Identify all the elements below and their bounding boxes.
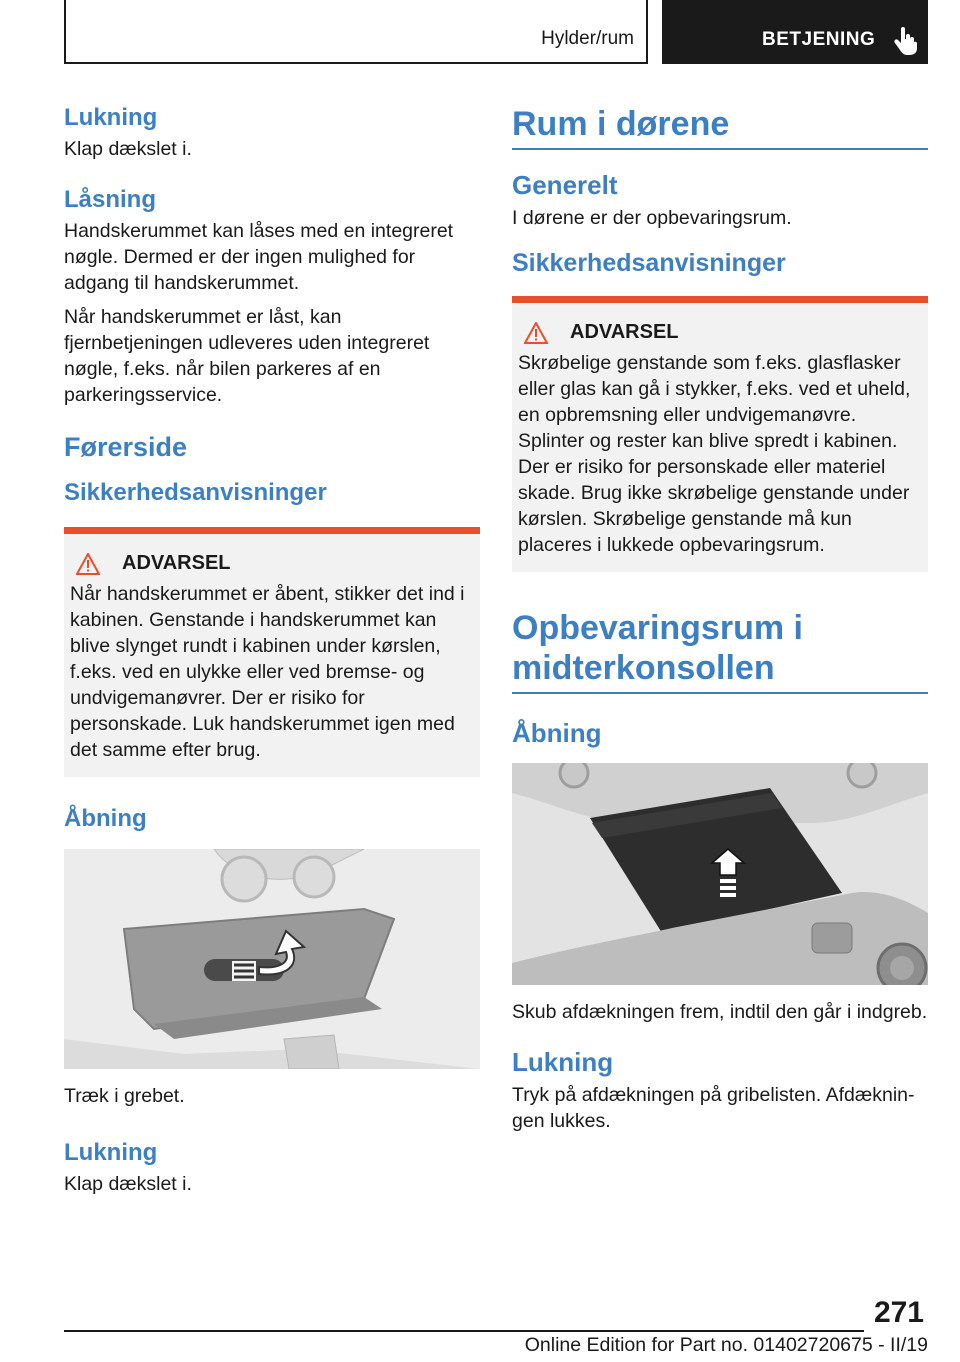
right-column — [512, 104, 928, 1134]
doors-heading-block — [512, 104, 928, 150]
footer-edition-text: Online Edition for Part no. 01402720675 - II/19 — [524, 1334, 928, 1356]
aabning-heading-left: Åbning — [64, 805, 147, 832]
safety-heading-left: Sikkerhedsanvisninger — [64, 479, 327, 506]
warning-title-right — [518, 321, 922, 344]
warning-text-right: Skrøbelige genstande som f.eks. glasflasker eller glas kan gå i stykker, f.eks. ved et uheld, en opbremsning eller undvigemanøvre. Splinter og rester kan blive spredt i kabinen. Der er risiko for personskade eller materiel skade. Brug ikke skrøbelige genstande under kørslen. Skrøbelige genstande må kun placeres i lukkede opbevaringsrum. — [518, 352, 911, 556]
doors-heading: Rum i dørene — [512, 105, 730, 143]
warning-label-right: ADVARSEL — [570, 321, 679, 343]
page-number: 271 — [873, 1296, 924, 1329]
hand-pointer-icon — [894, 27, 918, 55]
header-section-title: Hylder/rum — [541, 28, 634, 49]
laasning-heading: Låsning — [64, 186, 157, 213]
console-heading-line-1: Opbevaringsrum i — [512, 609, 803, 647]
laasning-paragraph-1: Handskerummet kan låses med en integreret nøgle. Dermed er der ingen mulighed for adgang til handskerummet. — [64, 220, 454, 294]
generelt-text: I dørene er der opbevaringsrum. — [512, 207, 792, 229]
header-chapter-box — [662, 0, 928, 64]
warning-box-left — [64, 527, 480, 777]
laasning-paragraph-2: Når handskerummet er låst, kan fjernbetjeningen udleveres uden integreret nøgle, f.eks. når bilen parkeres af en parkeringsservice. — [64, 306, 430, 406]
warning-triangle-icon — [76, 553, 100, 575]
header-section-box — [64, 0, 648, 64]
warning-box-right — [512, 296, 928, 572]
left-column — [64, 104, 480, 1197]
forerside-heading: Førerside — [64, 432, 188, 462]
aabning-heading-right: Åbning — [512, 718, 602, 748]
footer-divider — [64, 1330, 864, 1332]
warning-title-left — [70, 552, 474, 575]
lukning-text: Klap dækslet i. — [64, 138, 192, 160]
aabning-text-left: Træk i grebet. — [64, 1085, 185, 1107]
header-chapter-title: BETJENING — [762, 29, 876, 50]
generelt-heading: Generelt — [512, 170, 618, 200]
lukning-text-2: Klap dækslet i. — [64, 1173, 192, 1195]
lukning-heading-right: Lukning — [512, 1047, 614, 1077]
safety-heading-right: Sikkerhedsanvisninger — [512, 249, 786, 277]
glovebox-illustration — [64, 849, 480, 1069]
lukning-heading: Lukning — [64, 104, 158, 131]
warning-label-left: ADVARSEL — [122, 552, 231, 574]
lukning-text-right: Tryk på afdækningen på gribelisten. Afdækningen lukkes. — [512, 1084, 915, 1132]
lukning-heading-2: Lukning — [64, 1139, 158, 1166]
console-heading-block — [512, 608, 928, 694]
warning-triangle-icon — [524, 322, 548, 344]
aabning-text-right: Skub afdækningen frem, indtil den går i indgreb. — [512, 1001, 928, 1023]
console-heading-line-2: midterkonsollen — [512, 649, 775, 687]
warning-text-left: Når handskerummet er åbent, stikker det ind i kabinen. Genstande i handskerummet kan blive slynget rundt i kabinen under kørslen, f.eks. ved en ulykke eller ved bremse- og undvigemanøvrer. Der er risiko for personskade. Luk handskerummet igen med det samme efter brug. — [70, 583, 465, 761]
console-illustration — [512, 763, 928, 985]
